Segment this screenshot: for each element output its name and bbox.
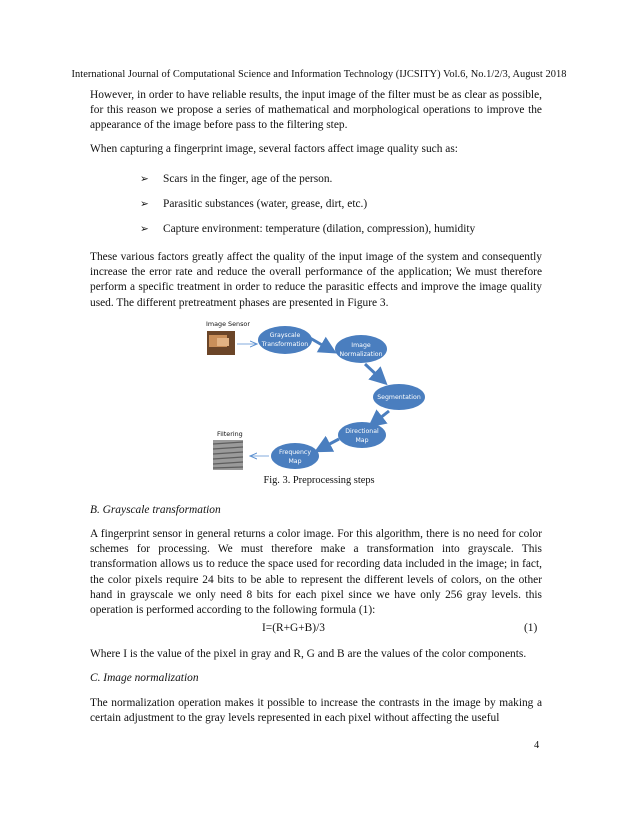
fingerprint-photo-image [207,331,235,355]
preprocessing-diagram [195,316,435,476]
arrow-segmentation-to-directional [375,411,389,422]
bullet-text: Scars in the finger, age of the person. [163,173,333,185]
paragraph-capture-factors: When capturing a fingerprint image, several factors affect image quality such as: [90,143,458,155]
paragraph-filter-input: However, in order to have reliable results, the input image of the filter must be as clear as possible, for this reason we propose a series of mathematical and morphological operations to improve the appearance of the image before pass to the filtering step. [90,89,542,132]
arrow-normalization-to-segmentation [365,364,381,379]
paragraph-grayscale-transformation: A fingerprint sensor in general returns a color image. For this algorithm, there is no need for color schemes for processing. We must therefore make a transformation into grayscale. This transformation allows us to reduce the space used for recording data included in the image; in fact, the color pixels require 24 bits to be able to represent the different levels of colors, on the other hand in grayscale we only need 8 bits for each pixel since we have only 256 gray levels. this operation is performed according to the following formula (1): [90,528,542,617]
node-directional-line1: Directional [345,428,379,435]
node-normalization-line2: Normalization [339,351,383,358]
bullet-arrow-icon: ➢ [140,223,149,235]
equation-number: (1) [524,622,538,634]
node-frequency-map [271,443,319,469]
filtered-fingerprint-image [213,440,243,470]
section-heading-normalization: C. Image normalization [90,672,199,684]
node-frequency-line2: Map [288,458,302,465]
bullet-arrow-icon: ➢ [140,198,149,210]
node-segmentation [373,384,425,410]
page-number: 4 [534,740,540,751]
image-sensor-label: Image Sensor [206,320,250,328]
node-segmentation-line1: Segmentation [377,394,421,401]
formula: I=(R+G+B)/3 [262,622,325,634]
arrow-directional-to-frequency [322,439,339,448]
filtering-label: Filtering [217,430,243,438]
node-grayscale-line2: Transformation [261,341,309,348]
node-grayscale-transformation [258,326,312,354]
node-image-normalization [335,335,387,363]
figure-caption: Fig. 3. Preprocessing steps [263,475,375,486]
bullet-arrow-icon: ➢ [140,173,149,185]
node-directional-line2: Map [355,437,369,444]
paragraph-normalization: The normalization operation makes it possible to increase the contrasts in the image by making a certain adjustment to the gray levels represented in each pixel without affecting the useful [90,697,542,725]
bullet-text: Parasitic substances (water, grease, dirt, etc.) [163,198,368,210]
section-heading-grayscale: B. Grayscale transformation [90,504,221,516]
node-frequency-line1: Frequency [279,449,311,456]
bullet-text: Capture environment: temperature (dilation, compression), humidity [163,223,476,235]
node-directional-map [338,422,386,448]
paragraph-factors-effect: These various factors greatly affect the quality of the input image of the system and consequently increase the error rate and reduce the overall performance of the application; We must therefore perform a specific treatment in order to reduce the parasitic effects and improve the image quality used. The different pretreatment phases are presented in Figure 3. [90,251,542,309]
node-grayscale-line1: Grayscale [269,332,301,339]
paragraph-pixel-definition: Where I is the value of the pixel in gray and R, G and B are the values of the color components. [90,648,527,660]
journal-header: International Journal of Computational Science and Information Technology (IJCSITY) Vol.6, No.1/2/3, August 2018 [71,69,567,80]
arrow-grayscale-to-normalization [310,338,329,349]
node-normalization-line1: Image [351,342,371,349]
